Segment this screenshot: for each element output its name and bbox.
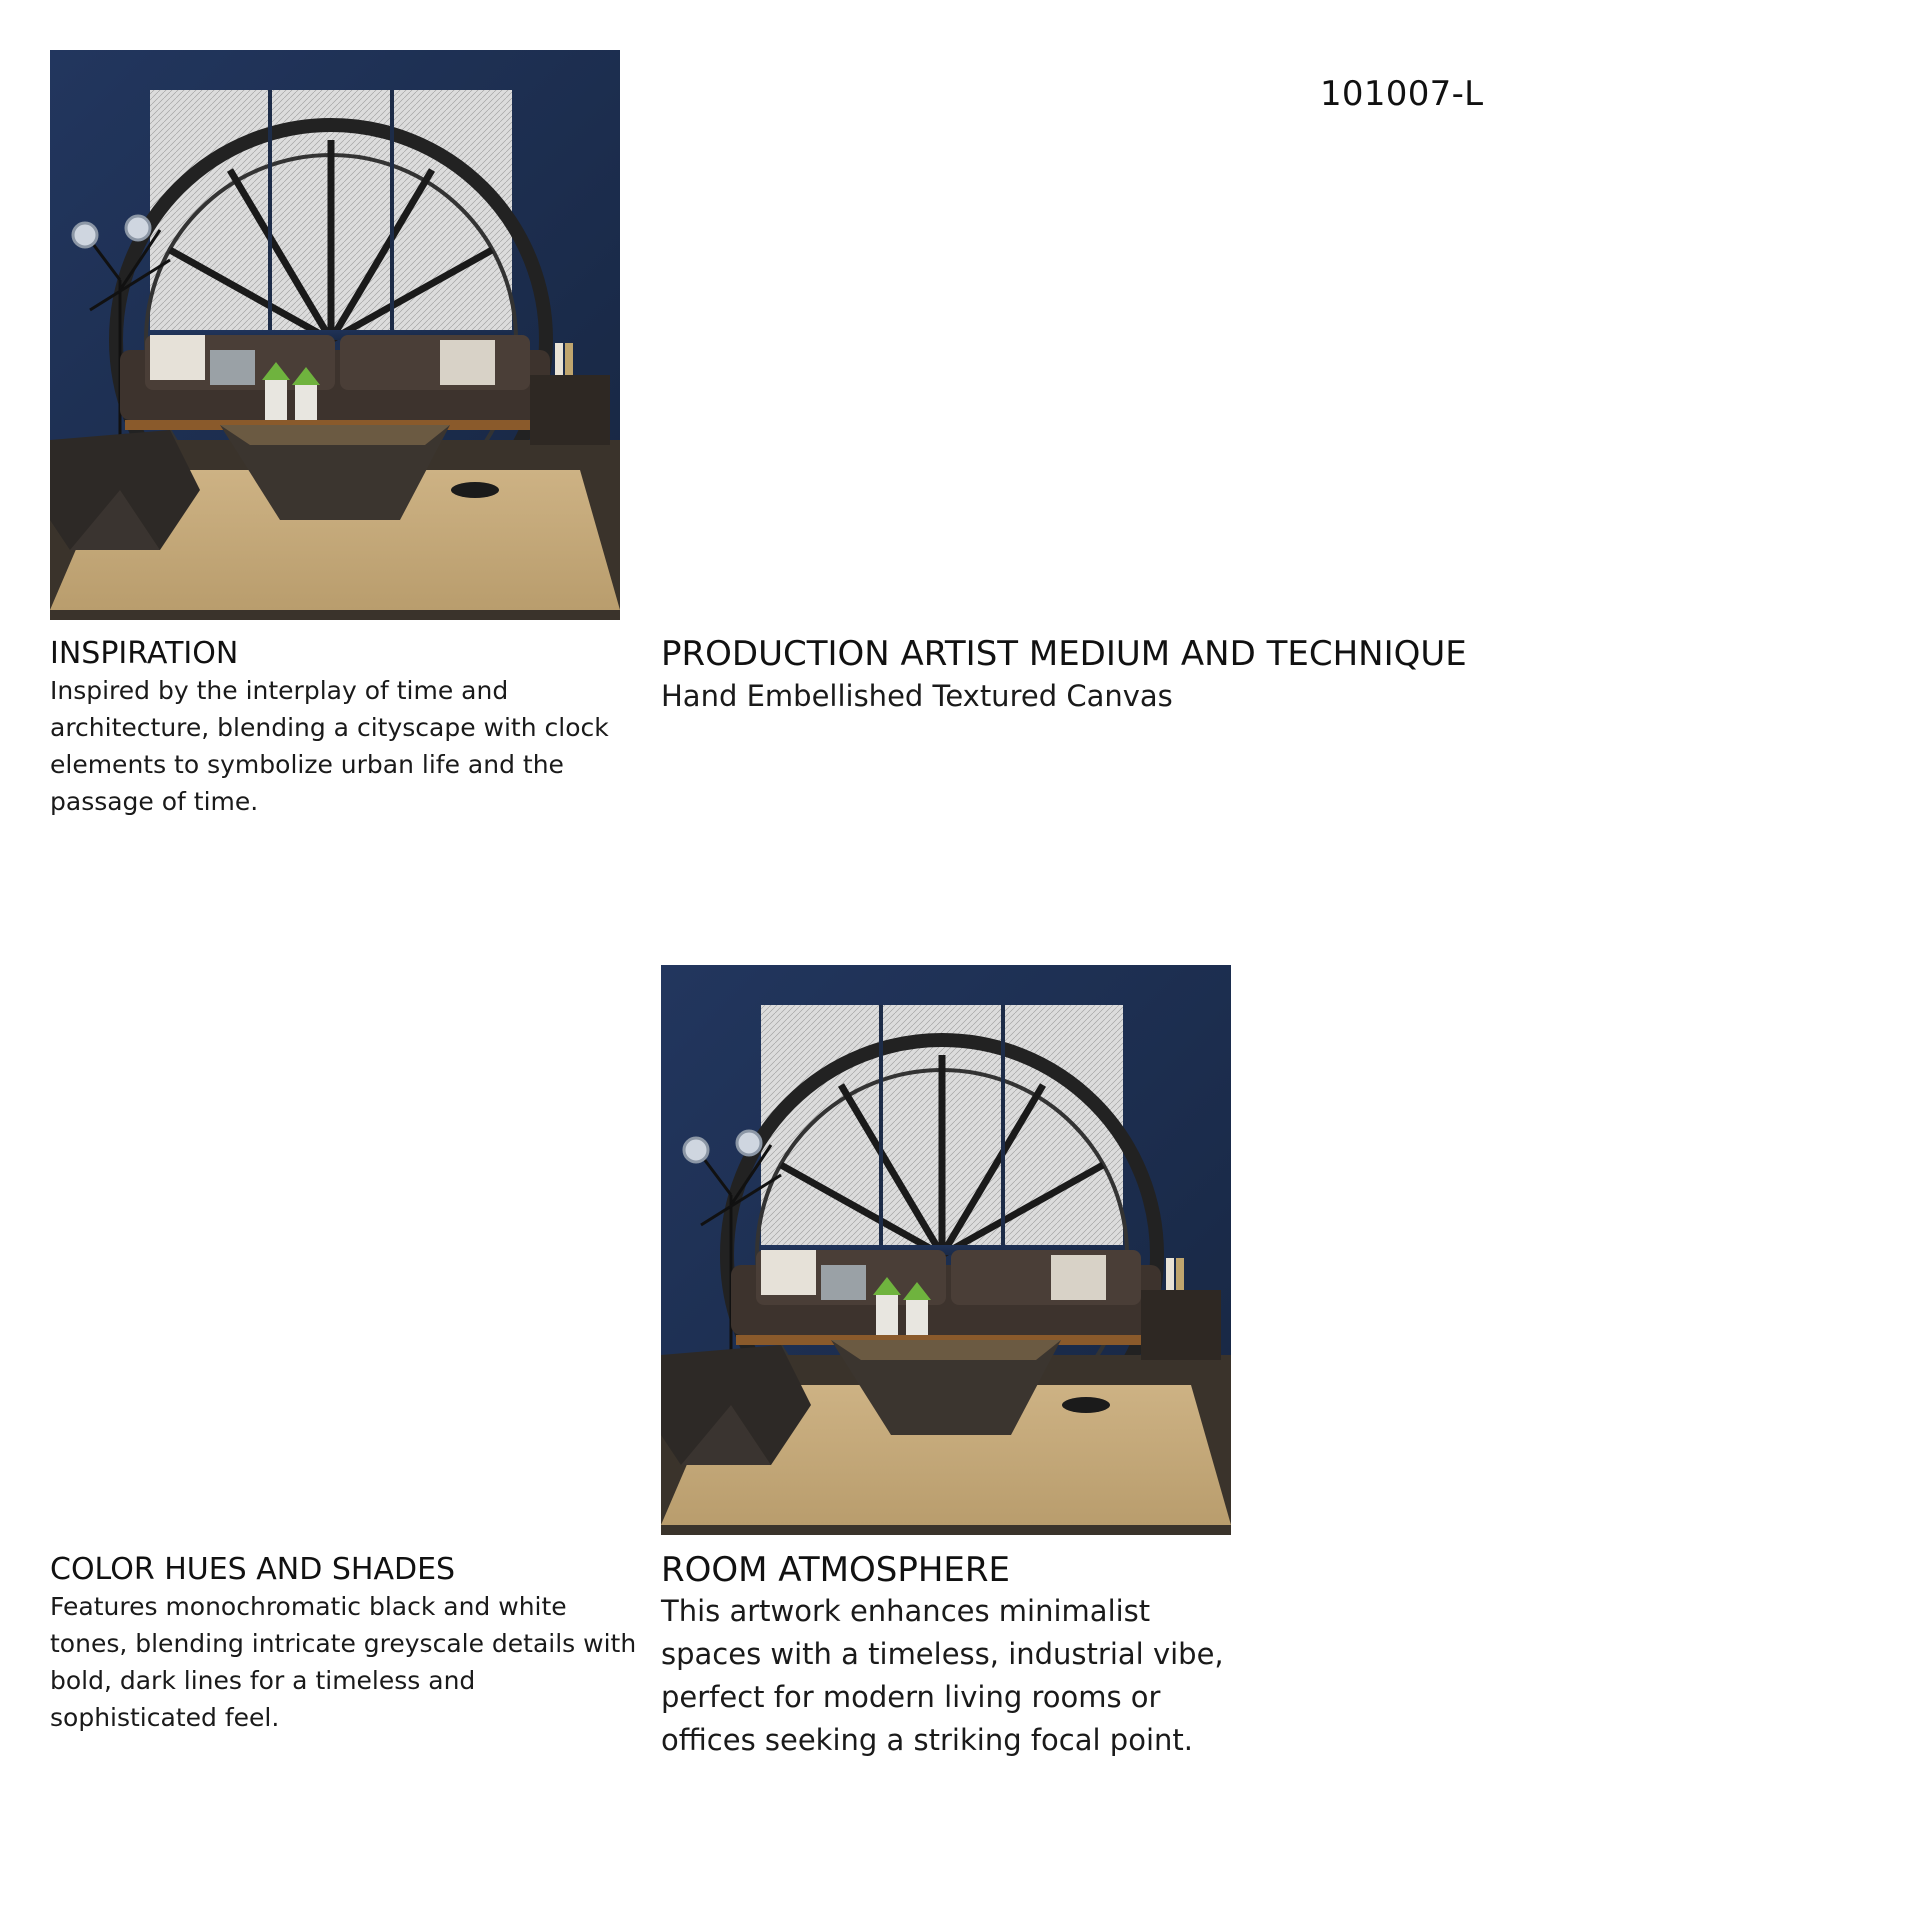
- production-medium-description: Hand Embellished Textured Canvas: [661, 679, 1173, 713]
- color-hues-title: COLOR HUES AND SHADES: [50, 1552, 456, 1587]
- room-scene-image-bottom: [661, 965, 1231, 1535]
- room-scene-illustration: [50, 50, 620, 620]
- leather-sofa: [120, 335, 550, 430]
- room-atmosphere-description: This artwork enhances minimalist spaces with a timeless, industrial vibe, perfect for modern living rooms or offices seeking a striking focal point.: [661, 1594, 1224, 1757]
- product-sku: 101007-L: [1320, 74, 1484, 114]
- room-atmosphere-title: ROOM ATMOSPHERE: [661, 1550, 1011, 1590]
- room-scene-illustration: [661, 965, 1231, 1535]
- leather-sofa: [731, 1250, 1161, 1345]
- room-scene-image-top: [50, 50, 620, 620]
- inspiration-description: Inspired by the interplay of time and architecture, blending a cityscape with clock elements to symbolize urban life and the passage of time.: [50, 676, 609, 816]
- production-medium-title: PRODUCTION ARTIST MEDIUM AND TECHNIQUE: [661, 634, 1467, 674]
- color-hues-description: Features monochromatic black and white tones, blending intricate greyscale details with bold, dark lines for a timeless and sophisticated feel.: [50, 1592, 637, 1732]
- inspiration-title: INSPIRATION: [50, 636, 239, 671]
